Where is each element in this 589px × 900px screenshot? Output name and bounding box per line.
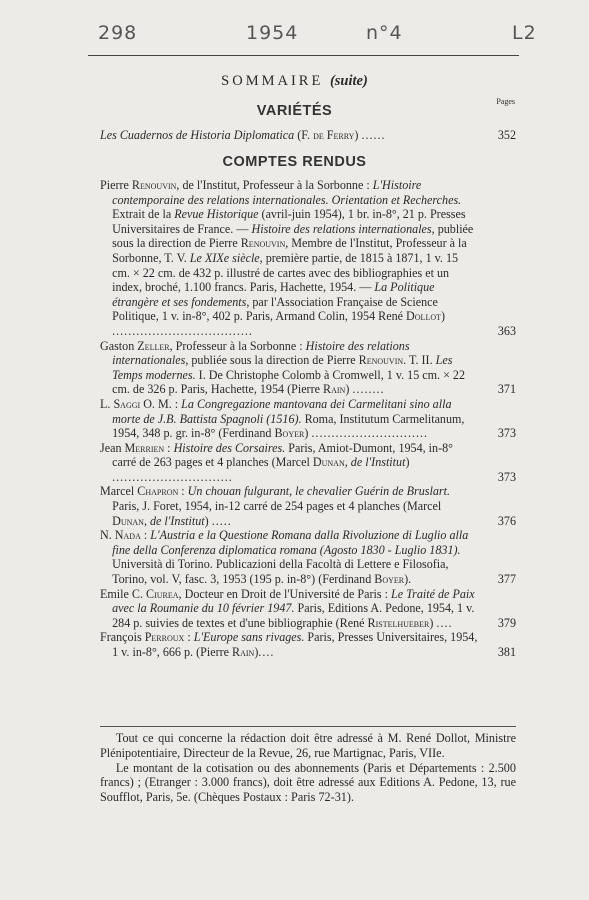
entry-lead: Marcel (100, 484, 138, 499)
page-title (0, 73, 589, 90)
toc-entry (100, 178, 516, 339)
entry-text: : (140, 528, 151, 543)
entry-rest7: ) (441, 309, 446, 324)
entry-rest3: ) (204, 513, 212, 528)
section-heading-comptes-rendus: COMPTES RENDUS (222, 154, 367, 170)
entry-title5: La Politique étrangère et ses fondements, (112, 280, 435, 309)
entry-sc2: Dunan (312, 455, 345, 470)
sommaire-suite: (suite) (329, 73, 368, 89)
entry-rest4: ) (345, 382, 353, 397)
entry-rest1: Extrait de la (112, 207, 175, 222)
toc-entry (100, 630, 516, 659)
entry-title3: Histoire des relations internationales, (251, 221, 435, 236)
entry-text: : (178, 484, 188, 499)
entry-lead: Jean (100, 440, 125, 455)
entry-name-sc: Nada (114, 528, 141, 543)
page-number: 371 (497, 382, 516, 397)
entry-rest1: Paris, J. Foret, 1954, in-12 carré de 254 pages et 4 planches (Marcel (112, 499, 442, 514)
entry-text: : (164, 440, 174, 455)
toc-entry (100, 128, 516, 143)
toc-entry (100, 339, 516, 397)
entry-title: L'Austria e la Questione Romana dalla Rivoluzione di Luglio alla fine della Conferenza diplomatica romana (Agosto 1830 - Luglio 1831). (112, 528, 469, 557)
entry-lead: N. (100, 528, 115, 543)
entry-text: , de l'Institut, Professeur à la Sorbonne : (176, 178, 373, 192)
entry-rest1: Roma, Institutum Carmelitanum, 1954, 348 p. gr. in-8° (Ferdinand (112, 411, 465, 441)
entry-rest5: première partie, de 1815 à 1871, 1 v. 15 cm. × 22 cm. de 432 p. illustré de cartes avec des bibliographies et un index, broché, 1.100 francs. Paris, Hachette, 1954. — (112, 250, 459, 295)
entry-sc2: Dunan (112, 513, 144, 528)
entry-lead: L. (100, 396, 114, 411)
entry-rest3: publiée sous la direction de Pierre (112, 221, 474, 251)
sommaire-title: SOMMAIRE (221, 73, 324, 89)
entry-dots: ................................... (112, 323, 253, 338)
entry-name-sc: Merrien (124, 440, 165, 455)
entry-title2: de l'Institut (149, 513, 205, 528)
entry-rest1: Paris, Amiot-Dumont, 1954, in-8° carré de 263 pages et 4 planches (Marcel (112, 440, 453, 470)
entry-lead: Gaston (100, 338, 138, 353)
top-rule (88, 55, 519, 56)
entry-title2: Revue Historique (174, 207, 259, 222)
entry-dots: .... (258, 645, 275, 659)
handwritten-number: 298 (98, 22, 138, 44)
footer-abonnements: Le montant de la cotisation ou des abonnements (Paris et Départements : 2.500 francs) ; (Etranger : 3.000 francs), doit être adressé aux Editions A. Pedone, 13, rue Soufflot, Paris, 5e. (Chèques Postaux : Paris 72-31). (100, 760, 516, 805)
entry-dots: ........ (352, 382, 385, 397)
footer-redaction: Tout ce qui concerne la rédaction doit être adressé à M. René Dollot, Ministre Plénipotentiaire, Directeur de la Revue, 26, rue Martignac, Paris, VIIe. (100, 731, 516, 760)
entry-sc3: Rain (323, 382, 346, 397)
entry-sc3: Dollot (406, 309, 441, 324)
entry-rest4: , Membre de l'Institut, Professeur à la Sorbonne, T. V. (112, 236, 467, 265)
entry-sc2: Rain (232, 645, 255, 659)
page-number: 373 (497, 426, 516, 441)
toc-entry (100, 441, 516, 485)
entry-title: Le Traité de Paix avec la Roumanie du 10 février 1947. (112, 586, 475, 616)
entry-lead: Pierre (100, 178, 132, 192)
entry-name-sc: Perroux (144, 630, 185, 645)
entry-rest2: ). (404, 572, 412, 587)
entry-author: de Ferry (313, 128, 355, 142)
entry-title: L'Europe sans rivages. (193, 630, 305, 645)
entry-rest1: Università di Torino. Publicazioni della Facoltà di Lettere e Filosofia, Torino, vol. V, fasc. 3, 1953 (195 p. in-8°) (Ferdinand (112, 557, 449, 587)
entry-sc2: Boyer (274, 426, 305, 441)
section-heading-varietes: VARIÉTÉS (256, 103, 333, 119)
entry-rest2: , (344, 455, 351, 470)
toc-entry (100, 587, 516, 631)
entry-name-sc: Ciurea (146, 586, 179, 601)
handwritten-year: 1954 (246, 22, 299, 44)
entry-name-sc: Chapron (137, 484, 179, 499)
entry-rest2: (avril-juin 1954), 1 br. in-8°, 21 p. Presses Universitaires de France. — (112, 207, 466, 236)
entry-lead: François (100, 630, 145, 645)
entry-rest2: . T. II. (403, 353, 436, 368)
entry-sc2: Renouvin (240, 236, 286, 251)
entry-sc2: Renouvin (358, 353, 404, 368)
entry-text: O. M. : (140, 396, 182, 411)
varietes-section (100, 128, 516, 143)
page-number: 363 (497, 323, 516, 338)
leader-dots: ...... (361, 128, 386, 142)
page-number: 381 (497, 645, 516, 659)
entry-text: , Docteur en Droit de l'Université de Paris : (178, 586, 391, 601)
entry-name-sc: Renouvin (131, 178, 177, 192)
page-number: 373 (497, 469, 516, 484)
entry-author-prefix: (F. (297, 128, 314, 142)
entry-title: Histoire des relations internationales, (112, 338, 410, 368)
entry-title: L'Histoire contemporaine des relations internationales. Orientation et Recherches. (112, 178, 462, 207)
entry-lead: Emile C. (100, 586, 147, 601)
toc-entry (100, 528, 516, 586)
entry-title: Un chouan fulgurant, le chevalier Guérin de Bruslart. (187, 484, 451, 499)
entry-sc2: Boyer (374, 572, 405, 587)
toc-entry (100, 484, 516, 528)
entry-rest1: publiée sous la direction de Pierre (188, 353, 359, 368)
page-number: 352 (497, 128, 516, 142)
entry-dots: .............................. (112, 469, 233, 484)
page-number: 376 (497, 513, 516, 528)
entry-rest2: , (143, 513, 150, 528)
handwritten-issue: n°4 (366, 22, 403, 44)
handwritten-code: L2 (512, 22, 537, 44)
footer-notice (100, 731, 516, 805)
entry-dots: ..... (211, 513, 232, 528)
comptes-rendus-list (100, 178, 516, 660)
entry-sc2: Ristelhueber (367, 615, 430, 630)
entry-author-suffix: ) (354, 128, 359, 142)
pages-column-label: Pages (496, 97, 515, 106)
entry-rest2: ) (429, 615, 437, 630)
entry-title4: Le XIXe siècle, (189, 250, 263, 265)
entry-title: Histoire des Corsaires. (173, 440, 286, 455)
entry-rest6: par l'Association Française de Science Politique, 1 v. in-8°, 402 p. Paris, Armand Colin, 1954 René (112, 294, 438, 324)
entry-title2: Les Temps modernes. (112, 353, 453, 382)
toc-entry (100, 397, 516, 441)
bottom-rule (100, 726, 516, 727)
entry-title2: de l'Institut (350, 455, 406, 470)
entry-name-sc: Saggi (113, 396, 141, 411)
entry-rest1: Paris, Presses Universitaires, 1954, 1 v. in-8°, 666 p. (Pierre (112, 630, 478, 659)
entry-rest3: ) (405, 455, 410, 470)
entry-text: , Professeur à la Sorbonne : (169, 338, 306, 353)
entry-rest1: Paris, Editions A. Pedone, 1954, 1 v. 284 p. suivies de textes et d'une bibliographie (René (112, 601, 475, 630)
entry-text: : (184, 630, 194, 645)
entry-rest2: ) (254, 645, 259, 659)
page-number: 377 (497, 572, 516, 587)
entry-name-sc: Zeller (137, 338, 170, 353)
entry-dots: .... (436, 615, 453, 630)
page-number: 379 (497, 615, 516, 630)
entry-title: Les Cuadernos de Historia Diplomatica (100, 128, 295, 142)
entry-rest2: ) (304, 426, 312, 441)
entry-rest3: I. De Christophe Colomb à Cromwell, 1 v. 15 cm. × 22 cm. de 326 p. Paris, Hachette, 1954 (Pierre (112, 367, 466, 397)
entry-dots: ............................. (311, 426, 429, 441)
entry-title: La Congregazione mantovana dei Carmelitani sino alla morte de J.B. Battista Spagnoli (1516). (112, 396, 452, 426)
